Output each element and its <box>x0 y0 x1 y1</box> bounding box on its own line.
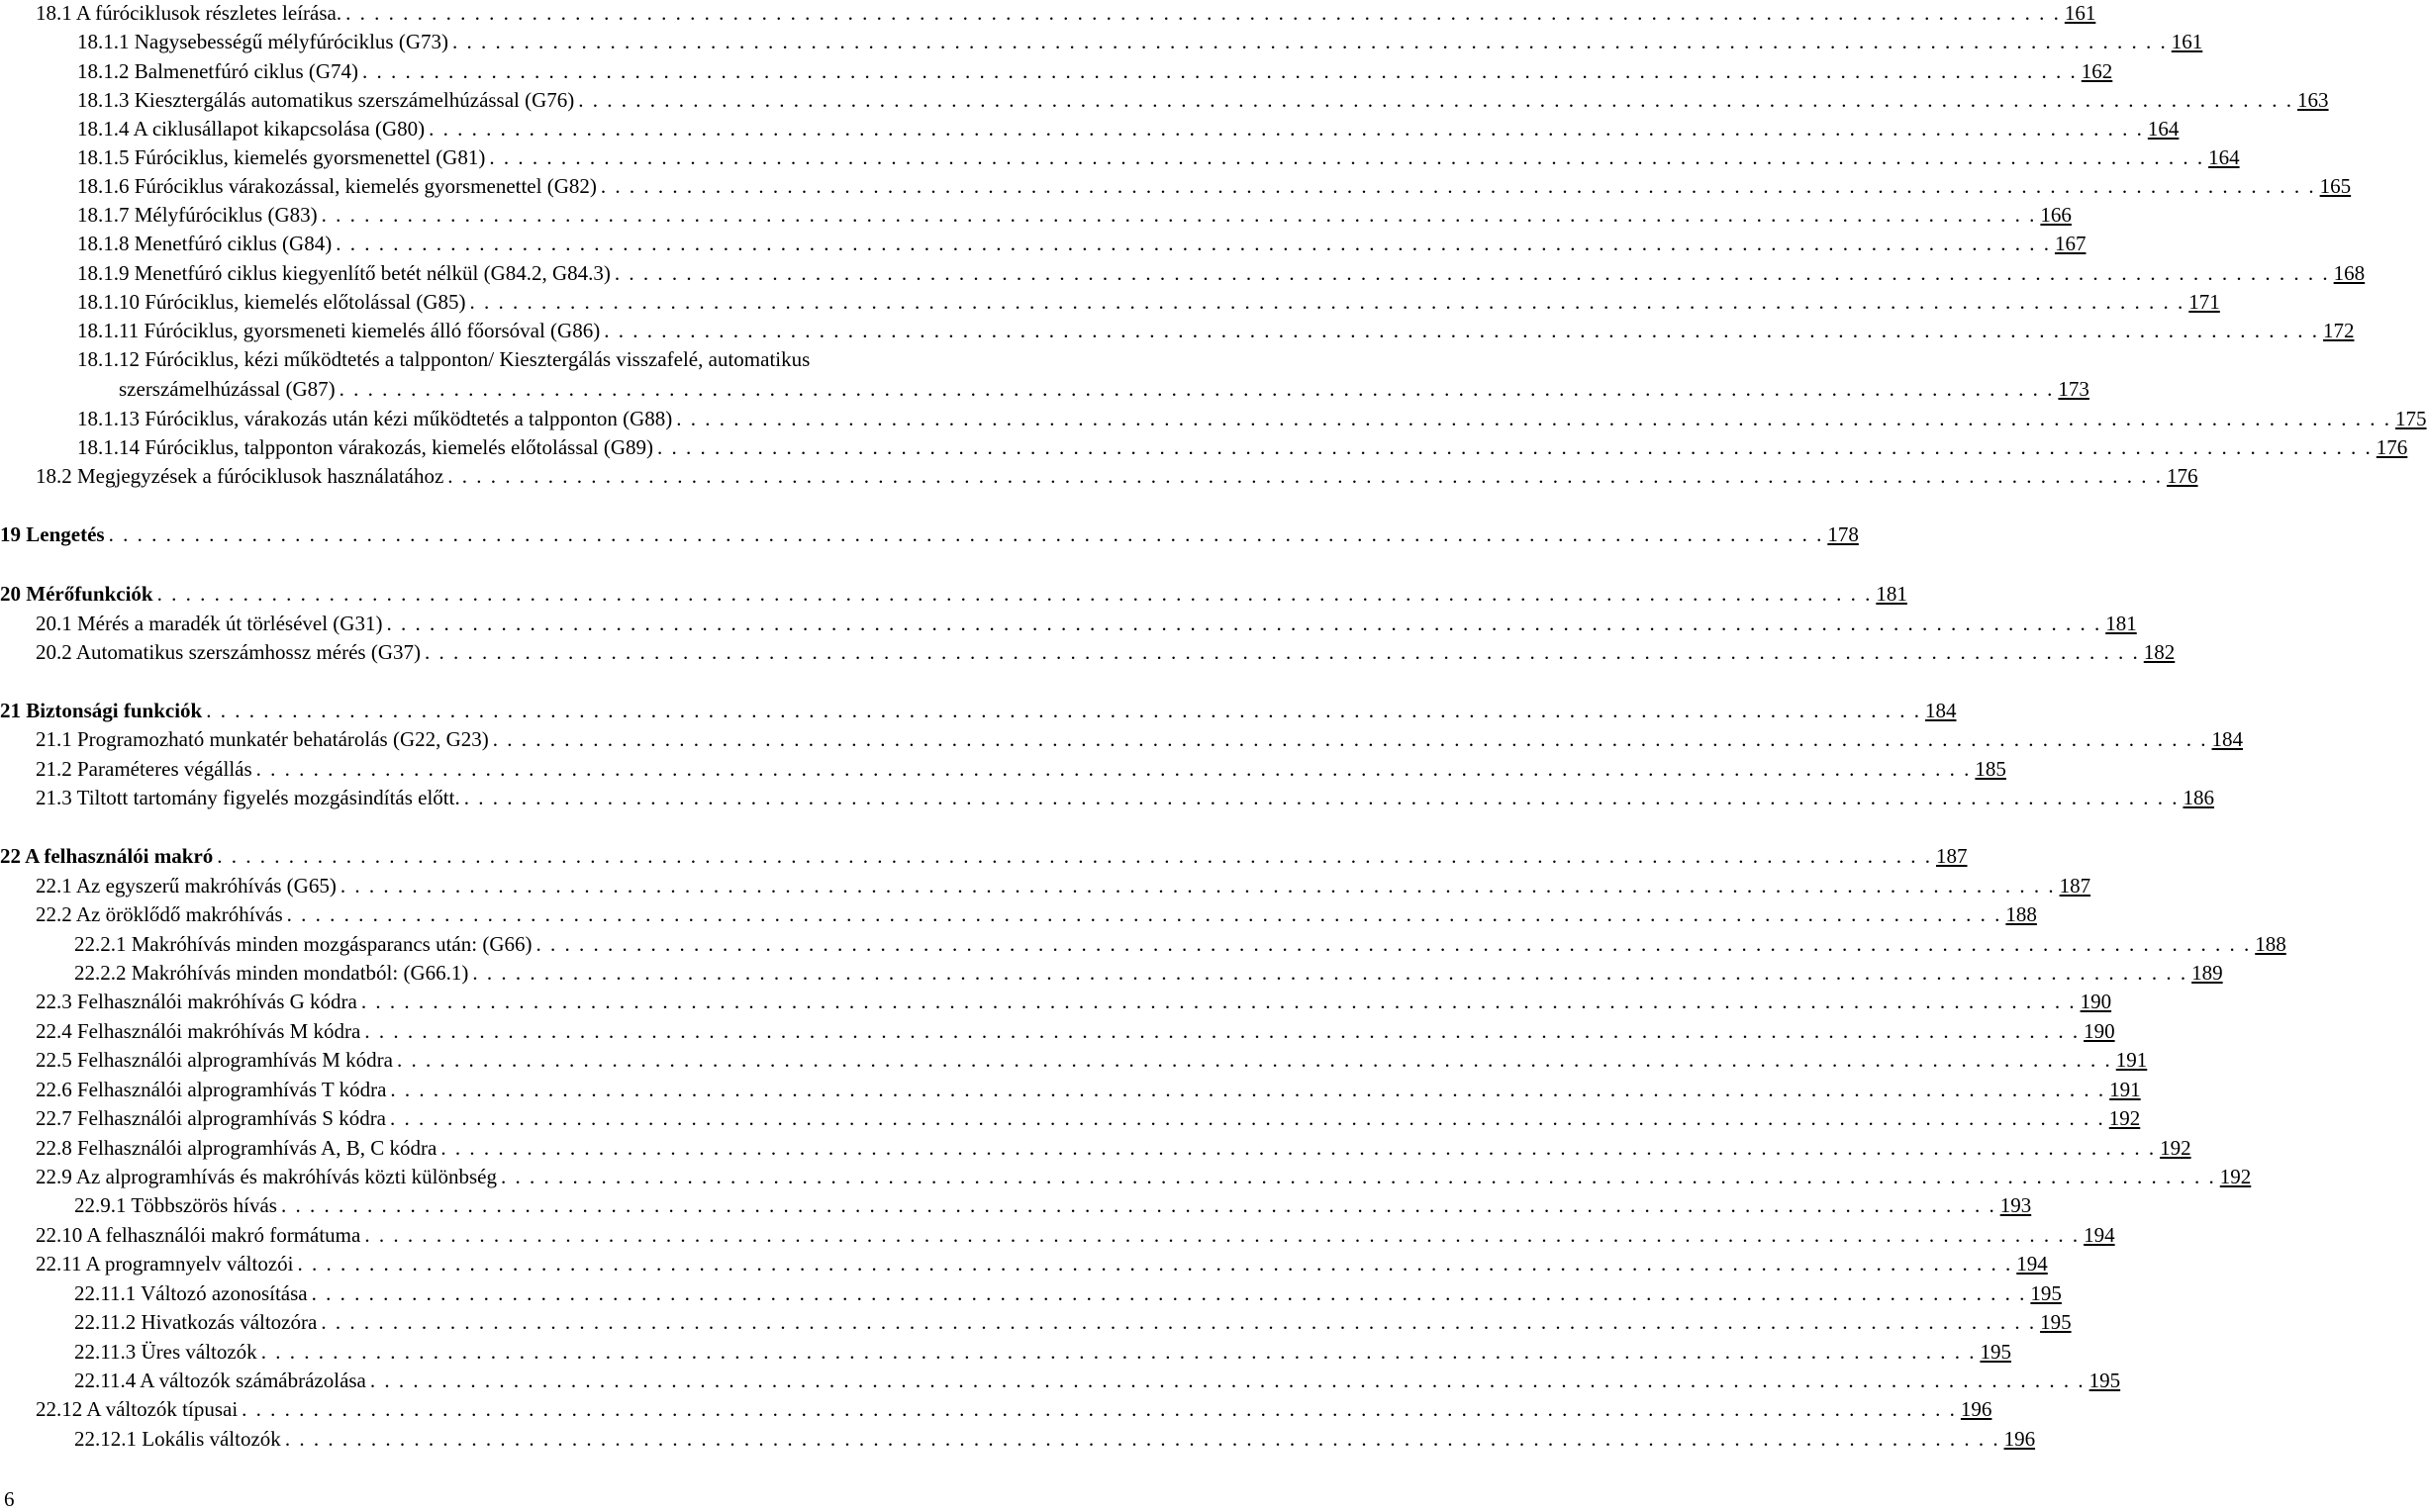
dot-leader: . . . . . . . . . . . . . . . . . . . . . . . . . . . . . . . . . . . . . . . . . . . . . . . . . . . . . . . . . . . . . . . . . . . . . . . . . . . . . . . . . . . . . . . . . . . . . . . . . . . . . . . . . . . . . . . . . . . . . . . . <box>345 1 2061 25</box>
toc-entry-title: 22.11.1 Változó azonosítása <box>74 1281 308 1305</box>
dot-leader: . . . . . . . . . . . . . . . . . . . . . . . . . . . . . . . . . . . . . . . . . . . . . . . . . . . . . . . . . . . . . . . . . . . . . . . . . . . . . . . . . . . . . . . . . . . . . . . . . . . . . . . . . . . . . . . . . . . . . . . . <box>472 961 2188 985</box>
toc-page-link[interactable]: 181 <box>1876 582 1907 606</box>
dot-leader: . . . . . . . . . . . . . . . . . . . . . . . . . . . . . . . . . . . . . . . . . . . . . . . . . . . . . . . . . . . . . . . . . . . . . . . . . . . . . . . . . . . . . . . . . . . . . . . . . . . . . . . . . . . . . . . . . . . . . . . . <box>390 1106 2105 1130</box>
toc-page-link[interactable]: 167 <box>2054 232 2087 255</box>
dot-leader: . . . . . . . . . . . . . . . . . . . . . . . . . . . . . . . . . . . . . . . . . . . . . . . . . . . . . . . . . . . . . . . . . . . . . . . . . . . . . . . . . . . . . . . . . . . . . . . . . . . . . . . . . . . . . . . . . . . . . . . . <box>386 612 2102 635</box>
toc-entry-18-1-4[interactable] <box>0 116 2180 145</box>
toc-entry-22-2[interactable] <box>0 901 2037 931</box>
toc-entry-title: 22.3 Felhasználói makróhívás G kódra <box>36 990 357 1013</box>
dot-leader: . . . . . . . . . . . . . . . . . . . . . . . . . . . . . . . . . . . . . . . . . . . . . . . . . . . . . . . . . . . . . . . . . . . . . . . . . . . . . . . . . . . . . . . . . . . . . . . . . . . . . . . . . . . . . . . . . . . . . . . . <box>286 902 2002 926</box>
toc-entry-title: 22.12 A változók típusai <box>36 1397 239 1421</box>
toc-page-link[interactable]: 176 <box>2167 464 2198 488</box>
toc-page-link[interactable]: 184 <box>1924 699 1957 722</box>
dot-leader: . . . . . . . . . . . . . . . . . . . . . . . . . . . . . . . . . . . . . . . . . . . . . . . . . . . . . . . . . . . . . . . . . . . . . . . . . . . . . . . . . . . . . . . . . . . . . . . . . . . . . . . . . . . . . . . . . . . . . . . . <box>206 699 1921 722</box>
dot-leader: . . . . . . . . . . . . . . . . . . . . . . . . . . . . . . . . . . . . . . . . . . . . . . . . . . . . . . . . . . . . . . . . . . . . . . . . . . . . . . . . . . . . . . . . . . . . . . . . . . . . . . . . . . . . . . . . . . . . . . . . <box>255 757 1972 781</box>
toc-entry-title: 22.10 A felhasználói makró formátuma <box>36 1223 361 1247</box>
toc-entry-22-11-2[interactable] <box>0 1309 2072 1339</box>
dot-leader: . . . . . . . . . . . . . . . . . . . . . . . . . . . . . . . . . . . . . . . . . . . . . . . . . . . . . . . . . . . . . . . . . . . . . . . . . . . . . . . . . . . . . . . . . . . . . . . . . . . . . . . . . . . . . . . . . . . . . . . . <box>339 377 2055 401</box>
dot-leader: . . . . . . . . . . . . . . . . . . . . . . . . . . . . . . . . . . . . . . . . . . . . . . . . . . . . . . . . . . . . . . . . . . . . . . . . . . . . . . . . . . . . . . . . . . . . . . . . . . . . . . . . . . . . . . . . . . . . . . . . <box>364 1223 2081 1247</box>
toc-page-link[interactable]: 166 <box>2040 203 2072 227</box>
toc-entry-title: 22.11.2 Hivatkozás változóra <box>74 1310 318 1334</box>
toc-entry-22-11-3[interactable] <box>0 1339 2011 1369</box>
toc-entry-title: 18.2 Megjegyzések a fúróciklusok használatához <box>36 464 444 488</box>
toc-entry-title: 21 Biztonsági funkciók <box>0 699 203 722</box>
dot-leader: . . . . . . . . . . . . . . . . . . . . . . . . . . . . . . . . . . . . . . . . . . . . . . . . . . . . . . . . . . . . . . . . . . . . . . . . . . . . . . . . . . . . . . . . . . . . . . . . . . . . . . . . . . . . . . . . . . . . . . . . <box>260 1340 1977 1364</box>
toc-entry-title: 18.1.6 Fúróciklus várakozással, kiemelés gyorsmenettel (G82) <box>77 174 597 198</box>
toc-entry-22-4[interactable] <box>0 1018 2115 1048</box>
toc-entry-18-2[interactable] <box>0 463 2198 493</box>
toc-page-link[interactable]: 184 <box>2211 727 2244 751</box>
toc-entry-22-11-1[interactable] <box>0 1280 2062 1310</box>
toc-entry-title: 22.7 Felhasználói alprogramhívás S kódra <box>36 1106 387 1130</box>
dot-leader: . . . . . . . . . . . . . . . . . . . . . . . . . . . . . . . . . . . . . . . . . . . . . . . . . . . . . . . . . . . . . . . . . . . . . . . . . . . . . . . . . . . . . . . . . . . . . . . . . . . . . . . . . . . . . . . . . . . . . . . . <box>676 407 2392 430</box>
toc-entry-title: 22 A felhasználói makró <box>0 844 214 868</box>
toc-page-link[interactable]: 164 <box>2147 117 2180 141</box>
toc-entry-title: 22.9 Az alprogramhívás és makróhívás közti különbség <box>36 1165 497 1188</box>
toc-entry-18-1-5[interactable] <box>0 144 2240 174</box>
toc-entry-title: 18.1.8 Menetfúró ciklus (G84) <box>77 232 333 255</box>
dot-leader: . . . . . . . . . . . . . . . . . . . . . . . . . . . . . . . . . . . . . . . . . . . . . . . . . . . . . . . . . . . . . . . . . . . . . . . . . . . . . . . . . . . . . . . . . . . . . . . . . . . . . . . . . . . . . . . . . . . . . . . . <box>604 319 2319 342</box>
toc-page-link[interactable]: 192 <box>2108 1106 2141 1130</box>
toc-entry-title: 20 Mérőfunkciók <box>0 582 153 606</box>
toc-entry-title: 18.1.11 Fúróciklus, gyorsmeneti kiemelés álló főorsóval (G86) <box>77 319 601 342</box>
dot-leader: . . . . . . . . . . . . . . . . . . . . . . . . . . . . . . . . . . . . . . . . . . . . . . . . . . . . . . . . . . . . . . . . . . . . . . . . . . . . . . . . . . . . . . . . . . . . . . . . . . . . . . . . . . . . . . . . . . . . . . . . <box>369 1369 2086 1392</box>
toc-page-link[interactable]: 185 <box>1975 757 2006 781</box>
toc-entry-18-1-11[interactable] <box>0 318 2355 347</box>
toc-page-link[interactable]: 181 <box>2105 612 2137 635</box>
toc-page-link[interactable]: 173 <box>2058 377 2089 401</box>
dot-leader: . . . . . . . . . . . . . . . . . . . . . . . . . . . . . . . . . . . . . . . . . . . . . . . . . . . . . . . . . . . . . . . . . . . . . . . . . . . . . . . . . . . . . . . . . . . . . . . . . . . . . . . . . . . . . . . . . . . . . . . . <box>492 727 2208 751</box>
toc-entry-22[interactable] <box>0 843 1968 873</box>
toc-page-link[interactable]: 162 <box>2081 59 2113 83</box>
dot-leader: . . . . . . . . . . . . . . . . . . . . . . . . . . . . . . . . . . . . . . . . . . . . . . . . . . . . . . . . . . . . . . . . . . . . . . . . . . . . . . . . . . . . . . . . . . . . . . . . . . . . . . . . . . . . . . . . . . . . . . . . <box>397 1048 2112 1072</box>
dot-leader: . . . . . . . . . . . . . . . . . . . . . . . . . . . . . . . . . . . . . . . . . . . . . . . . . . . . . . . . . . . . . . . . . . . . . . . . . . . . . . . . . . . . . . . . . . . . . . . . . . . . . . . . . . . . . . . . . . . . . . . . <box>297 1252 2013 1276</box>
toc-page-link[interactable]: 161 <box>2171 30 2203 53</box>
toc-entry-title: 18.1.1 Nagysebességű mélyfúróciklus (G73) <box>77 30 449 53</box>
toc-page-link[interactable]: 195 <box>1980 1340 2011 1364</box>
toc-page-link[interactable]: 195 <box>2088 1369 2121 1392</box>
toc-page-link[interactable]: 192 <box>2219 1165 2252 1188</box>
dot-leader: . . . . . . . . . . . . . . . . . . . . . . . . . . . . . . . . . . . . . . . . . . . . . . . . . . . . . . . . . . . . . . . . . . . . . . . . . . . . . . . . . . . . . . . . . . . . . . . . . . . . . . . . . . . . . . . . . . . . . . . . <box>108 522 1824 546</box>
toc-page-link[interactable]: 190 <box>2084 1019 2115 1043</box>
toc-entry-title: 18.1.13 Fúróciklus, várakozás után kézi működtetés a talpponton (G88) <box>77 407 673 430</box>
toc-entry-title: 22.11.3 Üres változók <box>74 1340 257 1364</box>
toc-entry-22-9[interactable] <box>0 1164 2252 1193</box>
toc-entry-18-1-9[interactable] <box>0 260 2366 290</box>
toc-page-link[interactable]: 187 <box>2059 874 2091 898</box>
toc-entry-22-2-1[interactable] <box>0 931 2286 961</box>
toc-entry-19[interactable] <box>0 521 1859 551</box>
dot-leader: . . . . . . . . . . . . . . . . . . . . . . . . . . . . . . . . . . . . . . . . . . . . . . . . . . . . . . . . . . . . . . . . . . . . . . . . . . . . . . . . . . . . . . . . . . . . . . . . . . . . . . . . . . . . . . . . . . . . . . . . <box>362 59 2078 83</box>
dot-leader: . . . . . . . . . . . . . . . . . . . . . . . . . . . . . . . . . . . . . . . . . . . . . . . . . . . . . . . . . . . . . . . . . . . . . . . . . . . . . . . . . . . . . . . . . . . . . . . . . . . . . . . . . . . . . . . . . . . . . . . . <box>242 1397 1957 1421</box>
dot-leader: . . . . . . . . . . . . . . . . . . . . . . . . . . . . . . . . . . . . . . . . . . . . . . . . . . . . . . . . . . . . . . . . . . . . . . . . . . . . . . . . . . . . . . . . . . . . . . . . . . . . . . . . . . . . . . . . . . . . . . . . <box>463 786 2180 809</box>
toc-entry-22-12[interactable] <box>0 1396 1992 1426</box>
toc-entry-18-1[interactable] <box>0 0 2096 30</box>
toc-entry-18-1-6[interactable] <box>0 173 2352 203</box>
toc-entry-title: 18.1.3 Kiesztergálás automatikus szerszámelhúzással (G76) <box>77 88 575 112</box>
toc-entry-22-11[interactable] <box>0 1251 2048 1280</box>
toc-page-link[interactable]: 192 <box>2160 1136 2191 1160</box>
toc-page-link[interactable]: 165 <box>2319 174 2352 198</box>
toc-page-link[interactable]: 171 <box>2188 290 2220 314</box>
toc-page-link[interactable]: 182 <box>2143 640 2176 664</box>
toc-entry-title: 20.1 Mérés a maradék út törlésével (G31) <box>36 612 383 635</box>
toc-entry-21[interactable] <box>0 698 1957 727</box>
toc-entry-title: 22.12.1 Lokális változók <box>74 1427 281 1451</box>
toc-entry-18-1-7[interactable] <box>0 202 2072 232</box>
toc-entry-title: 22.6 Felhasználói alprogramhívás T kódra <box>36 1078 387 1101</box>
dot-leader: . . . . . . . . . . . . . . . . . . . . . . . . . . . . . . . . . . . . . . . . . . . . . . . . . . . . . . . . . . . . . . . . . . . . . . . . . . . . . . . . . . . . . . . . . . . . . . . . . . . . . . . . . . . . . . . . . . . . . . . . <box>336 232 2051 255</box>
toc-page-link[interactable]: 187 <box>1936 844 1968 868</box>
toc-entry-22-2-2[interactable] <box>0 960 2223 990</box>
toc-entry-title: 18.1.14 Fúróciklus, talpponton várakozás, kiemelés előtolással (G89) <box>77 435 654 459</box>
toc-entry-21-1[interactable] <box>0 726 2244 756</box>
dot-leader: . . . . . . . . . . . . . . . . . . . . . . . . . . . . . . . . . . . . . . . . . . . . . . . . . . . . . . . . . . . . . . . . . . . . . . . . . . . . . . . . . . . . . . . . . . . . . . . . . . . . . . . . . . . . . . . . . . . . . . . . <box>360 990 2077 1013</box>
dot-leader: . . . . . . . . . . . . . . . . . . . . . . . . . . . . . . . . . . . . . . . . . . . . . . . . . . . . . . . . . . . . . . . . . . . . . . . . . . . . . . . . . . . . . . . . . . . . . . . . . . . . . . . . . . . . . . . . . . . . . . . . <box>614 261 2330 285</box>
toc-entry-20[interactable] <box>0 581 1907 611</box>
toc-page-link[interactable]: 172 <box>2322 319 2355 342</box>
toc-entry-18-1-1[interactable] <box>0 29 2203 58</box>
toc-entry-22-6[interactable] <box>0 1077 2141 1106</box>
toc-entry-title: 22.5 Felhasználói alprogramhívás M kódra <box>36 1048 393 1072</box>
toc-entry-title: 18.1.5 Fúróciklus, kiemelés gyorsmenettel (G81) <box>77 145 486 169</box>
dot-leader: . . . . . . . . . . . . . . . . . . . . . . . . . . . . . . . . . . . . . . . . . . . . . . . . . . . . . . . . . . . . . . . . . . . . . . . . . . . . . . . . . . . . . . . . . . . . . . . . . . . . . . . . . . . . . . . . . . . . . . . . <box>452 30 2168 53</box>
toc-entry-title: 22.11 A programnyelv változói <box>36 1252 294 1276</box>
dot-leader: . . . . . . . . . . . . . . . . . . . . . . . . . . . . . . . . . . . . . . . . . . . . . . . . . . . . . . . . . . . . . . . . . . . . . . . . . . . . . . . . . . . . . . . . . . . . . . . . . . . . . . . . . . . . . . . . . . . . . . . . <box>489 145 2205 169</box>
toc-entry-18-1-14[interactable] <box>0 434 2408 464</box>
toc-entry-title: 21.3 Tiltott tartomány figyelés mozgásindítás előtt. <box>36 786 460 809</box>
toc-entry-22-1[interactable] <box>0 873 2091 902</box>
toc-entry-18-1-13[interactable] <box>0 406 2427 435</box>
toc-page-link[interactable]: 175 <box>2395 407 2427 430</box>
toc-entry-title: 22.2.2 Makróhívás minden mondatból: (G66.1) <box>74 961 469 985</box>
toc-entry-title: 18.1.2 Balmenetfúró ciklus (G74) <box>77 59 359 83</box>
toc-page-link[interactable]: 194 <box>2016 1252 2048 1276</box>
dot-leader: . . . . . . . . . . . . . . . . . . . . . . . . . . . . . . . . . . . . . . . . . . . . . . . . . . . . . . . . . . . . . . . . . . . . . . . . . . . . . . . . . . . . . . . . . . . . . . . . . . . . . . . . . . . . . . . . . . . . . . . . <box>657 435 2373 459</box>
dot-leader: . . . . . . . . . . . . . . . . . . . . . . . . . . . . . . . . . . . . . . . . . . . . . . . . . . . . . . . . . . . . . . . . . . . . . . . . . . . . . . . . . . . . . . . . . . . . . . . . . . . . . . . . . . . . . . . . . . . . . . . . <box>469 290 2185 314</box>
toc-page-link[interactable]: 191 <box>2109 1078 2141 1101</box>
dot-leader: . . . . . . . . . . . . . . . . . . . . . . . . . . . . . . . . . . . . . . . . . . . . . . . . . . . . . . . . . . . . . . . . . . . . . . . . . . . . . . . . . . . . . . . . . . . . . . . . . . . . . . . . . . . . . . . . . . . . . . . . <box>440 1136 2157 1160</box>
dot-leader: . . . . . . . . . . . . . . . . . . . . . . . . . . . . . . . . . . . . . . . . . . . . . . . . . . . . . . . . . . . . . . . . . . . . . . . . . . . . . . . . . . . . . . . . . . . . . . . . . . . . . . . . . . . . . . . . . . . . . . . . <box>156 582 1873 606</box>
toc-entry-22-10[interactable] <box>0 1222 2115 1252</box>
toc-page-link[interactable]: 188 <box>2005 902 2037 926</box>
toc-entry-title: 18.1.4 A ciklusállapot kikapcsolása (G80) <box>77 117 426 141</box>
dot-leader: . . . . . . . . . . . . . . . . . . . . . . . . . . . . . . . . . . . . . . . . . . . . . . . . . . . . . . . . . . . . . . . . . . . . . . . . . . . . . . . . . . . . . . . . . . . . . . . . . . . . . . . . . . . . . . . . . . . . . . . . <box>280 1193 1996 1217</box>
toc-entry-title: 18.1.10 Fúróciklus, kiemelés előtolással (G85) <box>77 290 466 314</box>
dot-leader: . . . . . . . . . . . . . . . . . . . . . . . . . . . . . . . . . . . . . . . . . . . . . . . . . . . . . . . . . . . . . . . . . . . . . . . . . . . . . . . . . . . . . . . . . . . . . . . . . . . . . . . . . . . . . . . . . . . . . . . . <box>501 1165 2216 1188</box>
toc-entry-title: 19 Lengetés <box>0 522 105 546</box>
toc-page-link[interactable]: 176 <box>2376 435 2408 459</box>
toc-entry-title: szerszámelhúzással (G87) <box>119 377 336 401</box>
page-number: 6 <box>4 1487 15 1511</box>
toc-entry-title: 18.1.7 Mélyfúróciklus (G83) <box>77 203 318 227</box>
dot-leader: . . . . . . . . . . . . . . . . . . . . . . . . . . . . . . . . . . . . . . . . . . . . . . . . . . . . . . . . . . . . . . . . . . . . . . . . . . . . . . . . . . . . . . . . . . . . . . . . . . . . . . . . . . . . . . . . . . . . . . . . <box>429 117 2144 141</box>
toc-entry-22-11-4[interactable] <box>0 1368 2121 1397</box>
dot-leader: . . . . . . . . . . . . . . . . . . . . . . . . . . . . . . . . . . . . . . . . . . . . . . . . . . . . . . . . . . . . . . . . . . . . . . . . . . . . . . . . . . . . . . . . . . . . . . . . . . . . . . . . . . . . . . . . . . . . . . . . <box>321 1310 2037 1334</box>
dot-leader: . . . . . . . . . . . . . . . . . . . . . . . . . . . . . . . . . . . . . . . . . . . . . . . . . . . . . . . . . . . . . . . . . . . . . . . . . . . . . . . . . . . . . . . . . . . . . . . . . . . . . . . . . . . . . . . . . . . . . . . . <box>217 844 1933 868</box>
dot-leader: . . . . . . . . . . . . . . . . . . . . . . . . . . . . . . . . . . . . . . . . . . . . . . . . . . . . . . . . . . . . . . . . . . . . . . . . . . . . . . . . . . . . . . . . . . . . . . . . . . . . . . . . . . . . . . . . . . . . . . . . <box>447 464 2164 488</box>
toc-entry-title: 21.2 Paraméteres végállás <box>36 757 252 781</box>
toc-entry-18-1-12[interactable] <box>0 376 2089 406</box>
toc-entry-title: 22.4 Felhasználói makróhívás M kódra <box>36 1019 361 1043</box>
toc-entry-22-9-1[interactable] <box>0 1192 2032 1222</box>
dot-leader: . . . . . . . . . . . . . . . . . . . . . . . . . . . . . . . . . . . . . . . . . . . . . . . . . . . . . . . . . . . . . . . . . . . . . . . . . . . . . . . . . . . . . . . . . . . . . . . . . . . . . . . . . . . . . . . . . . . . . . . . <box>578 88 2294 112</box>
toc-entry-18-1-2[interactable] <box>0 58 2113 88</box>
toc-page-link[interactable]: 163 <box>2297 88 2329 112</box>
toc-page-link[interactable]: 188 <box>2255 932 2286 956</box>
toc-entry-title: 21.1 Programozható munkatér behatárolás (G22, G23) <box>36 727 489 751</box>
toc-page-link[interactable]: 196 <box>2003 1427 2036 1451</box>
toc-page-link[interactable]: 168 <box>2333 261 2366 285</box>
toc-page-link[interactable]: 186 <box>2183 786 2214 809</box>
toc-entry-title: 22.1 Az egyszerű makróhívás (G65) <box>36 874 337 898</box>
toc-entry-21-2[interactable] <box>0 756 2006 786</box>
toc-entry-20-2[interactable] <box>0 639 2176 669</box>
toc-entry-title: 22.2 Az öröklődő makróhívás <box>36 902 283 926</box>
toc-page-link[interactable]: 196 <box>1960 1397 1992 1421</box>
toc-entry-18-1-3[interactable] <box>0 87 2329 117</box>
dot-leader: . . . . . . . . . . . . . . . . . . . . . . . . . . . . . . . . . . . . . . . . . . . . . . . . . . . . . . . . . . . . . . . . . . . . . . . . . . . . . . . . . . . . . . . . . . . . . . . . . . . . . . . . . . . . . . . . . . . . . . . . <box>600 174 2316 198</box>
toc-page-link[interactable]: 193 <box>1999 1193 2032 1217</box>
toc-entry-title: 22.8 Felhasználói alprogramhívás A, B, C kódra <box>36 1136 437 1160</box>
dot-leader: . . . . . . . . . . . . . . . . . . . . . . . . . . . . . . . . . . . . . . . . . . . . . . . . . . . . . . . . . . . . . . . . . . . . . . . . . . . . . . . . . . . . . . . . . . . . . . . . . . . . . . . . . . . . . . . . . . . . . . . . <box>390 1078 2106 1101</box>
toc-page-link[interactable]: 195 <box>2030 1281 2062 1305</box>
toc-entry-title: 22.9.1 Többszörös hívás <box>74 1193 277 1217</box>
toc-page-link[interactable]: 189 <box>2191 961 2223 985</box>
toc-entry-22-3[interactable] <box>0 989 2112 1018</box>
toc-page-link[interactable]: 190 <box>2080 990 2112 1013</box>
toc-entry-title: 22.2.1 Makróhívás minden mozgásparancs után: (G66) <box>74 932 533 956</box>
dot-leader: . . . . . . . . . . . . . . . . . . . . . . . . . . . . . . . . . . . . . . . . . . . . . . . . . . . . . . . . . . . . . . . . . . . . . . . . . . . . . . . . . . . . . . . . . . . . . . . . . . . . . . . . . . . . . . . . . . . . . . . . <box>340 874 2056 898</box>
toc-entry-18-1-8[interactable] <box>0 231 2087 260</box>
toc-page-link[interactable]: 195 <box>2040 1310 2072 1334</box>
toc-entry-title: 20.2 Automatikus szerszámhossz mérés (G37) <box>36 640 422 664</box>
toc-page-link[interactable]: 191 <box>2115 1048 2148 1072</box>
toc-entry-title: 18.1 A fúróciklusok részletes leírása. <box>36 1 342 25</box>
toc-entry-title: 22.11.4 A változók számábrázolása <box>74 1369 366 1392</box>
dot-leader: . . . . . . . . . . . . . . . . . . . . . . . . . . . . . . . . . . . . . . . . . . . . . . . . . . . . . . . . . . . . . . . . . . . . . . . . . . . . . . . . . . . . . . . . . . . . . . . . . . . . . . . . . . . . . . . . . . . . . . . . <box>364 1019 2081 1043</box>
dot-leader: . . . . . . . . . . . . . . . . . . . . . . . . . . . . . . . . . . . . . . . . . . . . . . . . . . . . . . . . . . . . . . . . . . . . . . . . . . . . . . . . . . . . . . . . . . . . . . . . . . . . . . . . . . . . . . . . . . . . . . . . <box>321 203 2037 227</box>
dot-leader: . . . . . . . . . . . . . . . . . . . . . . . . . . . . . . . . . . . . . . . . . . . . . . . . . . . . . . . . . . . . . . . . . . . . . . . . . . . . . . . . . . . . . . . . . . . . . . . . . . . . . . . . . . . . . . . . . . . . . . . . <box>425 640 2140 664</box>
toc-entry-18-1-10[interactable] <box>0 289 2220 319</box>
toc-page-link[interactable]: 194 <box>2084 1223 2115 1247</box>
toc-entry-22-12-1[interactable] <box>0 1426 2036 1456</box>
toc-entry-21-3[interactable] <box>0 785 2214 814</box>
toc-entry-20-1[interactable] <box>0 611 2137 640</box>
toc-page-link[interactable]: 178 <box>1827 522 1859 546</box>
toc-page-link[interactable]: 164 <box>2208 145 2240 169</box>
dot-leader: . . . . . . . . . . . . . . . . . . . . . . . . . . . . . . . . . . . . . . . . . . . . . . . . . . . . . . . . . . . . . . . . . . . . . . . . . . . . . . . . . . . . . . . . . . . . . . . . . . . . . . . . . . . . . . . . . . . . . . . . <box>311 1281 2027 1305</box>
toc-entry-22-8[interactable] <box>0 1135 2191 1165</box>
toc-page-link[interactable]: 161 <box>2064 1 2096 25</box>
toc-entry-title: 18.1.9 Menetfúró ciklus kiegyenlítő betét nélkül (G84.2, G84.3) <box>77 261 611 285</box>
toc-entry-22-5[interactable] <box>0 1047 2148 1077</box>
toc-entry-22-7[interactable] <box>0 1105 2141 1135</box>
dot-leader: . . . . . . . . . . . . . . . . . . . . . . . . . . . . . . . . . . . . . . . . . . . . . . . . . . . . . . . . . . . . . . . . . . . . . . . . . . . . . . . . . . . . . . . . . . . . . . . . . . . . . . . . . . . . . . . . . . . . . . . . <box>284 1427 2000 1451</box>
toc-entry-title-line: 18.1.12 Fúróciklus, kézi működtetés a talpponton/ Kiesztergálás visszafelé, automatikus <box>77 347 811 371</box>
dot-leader: . . . . . . . . . . . . . . . . . . . . . . . . . . . . . . . . . . . . . . . . . . . . . . . . . . . . . . . . . . . . . . . . . . . . . . . . . . . . . . . . . . . . . . . . . . . . . . . . . . . . . . . . . . . . . . . . . . . . . . . . <box>535 932 2252 956</box>
